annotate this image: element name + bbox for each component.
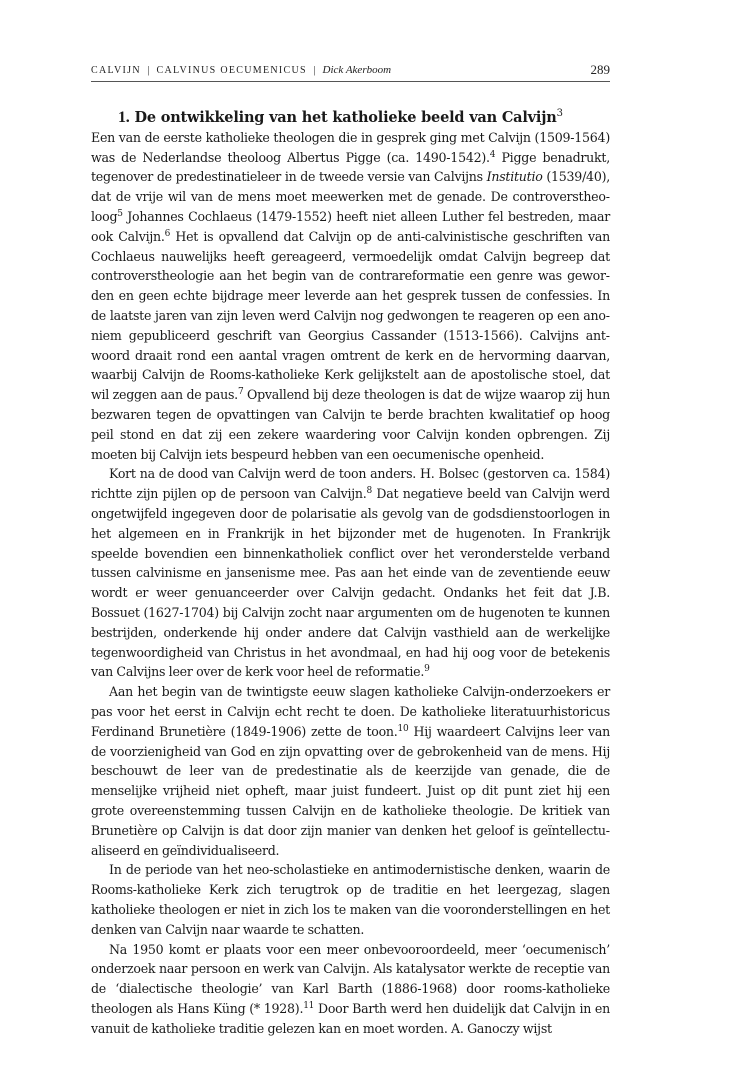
paragraph-3 bbox=[91, 682, 610, 860]
text-run: In de periode van het neo-scholastieke en antimodernistische denken, waarin de Rooms-katholieke Kerk zich terugtrok op de traditie en het leergezag, slagen katholieke theologen er niet in zich los te maken van die vooronderstellingen en het denken van Calvijn naar waarde te schatten. bbox=[91, 862, 610, 937]
paragraph-1 bbox=[91, 128, 610, 465]
running-head-journal: CALVIJN bbox=[91, 65, 141, 76]
section-title: De ontwikkeling van het katholieke beeld van Calvijn bbox=[134, 108, 557, 126]
page-number: 289 bbox=[590, 62, 610, 77]
running-head-separator: | bbox=[313, 65, 316, 76]
footnote-ref: 6 bbox=[164, 228, 171, 239]
footnote-ref: 5 bbox=[117, 208, 123, 219]
footnote-ref: 10 bbox=[397, 723, 409, 734]
footnote-ref: 9 bbox=[424, 664, 430, 675]
text-run: Kort na de dood van Calvijn werd de toon anders. H. Bolsec (gestorven ca. 1584) richtte zijn pijlen op de persoon van Calvijn. bbox=[91, 466, 610, 502]
running-head bbox=[91, 61, 610, 82]
running-head-article: CALVINUS OECUMENICUS bbox=[156, 65, 307, 76]
text-run: Een van de eerste katholieke theologen die in gesprek ging met Calvijn (1509-1564) was de Nederlandse theoloog Albertus Pigge (ca. 1490-1542). bbox=[91, 129, 610, 165]
footnote-ref: 7 bbox=[237, 387, 244, 397]
section-number: 1. bbox=[118, 108, 130, 126]
running-head-separator: | bbox=[147, 65, 150, 76]
text-run: Pigge benadrukt, tegenover de predestinatieleer in de tweede versie van Calvijns bbox=[91, 149, 610, 185]
text-run: Aan het begin van de twintigste eeuw slagen katholieke Calvijn-onderzoekers er pas voor het eerst in Calvijn echt recht te doen. De katholieke literatuurhistoricus Ferdinand Brunetière (1849-1906) zette de toon. bbox=[91, 684, 610, 739]
footnote-ref: 11 bbox=[303, 1000, 315, 1011]
text-run: Door Barth werd hen duidelijk dat Calvijn in en vanuit de katholieke traditie gelezen kan en moet worden. A. Ganoczy wijst bbox=[91, 1000, 610, 1036]
paragraph-2 bbox=[91, 464, 610, 682]
text-run: Hij waardeert Calvijns leer van de voorzienigheid van God en zijn opvatting over de gebrokenheid van de mens. Hij beschouwt de leer van de predestinatie als de keerzijde van genade, die de menselijke vrijheid niet opheft, maar juist fundeert. Juist op dit punt ziet hij een grote overeenstemming tussen Calvijn en de katholieke theologie. De kritiek van Brunetière op Calvijn is dat door zijn manier van denken het geloof is geïntellectualiseerd en geïndividualiseerd. bbox=[91, 723, 610, 858]
text-run: Opvallend bij deze theologen is dat de wijze waarop zij hun bezwaren tegen de opvattingen van Calvijn te berde brachten kwalitatief op hoog peil stond en dat zij een zekere waardering voor Calvijn konden opbrengen. Zij moeten bij Calvijn iets bespeurd hebben van een oecumenische openheid. bbox=[91, 387, 611, 462]
running-head-title bbox=[91, 64, 391, 76]
running-head-author: Dick Akerboom bbox=[322, 64, 392, 76]
text-run: Het is opvallend dat Calvijn op de anti-calvinistische geschriften van Cochlaeus nauwelijks heeft gereageerd, vermoedelijk omdat Calvijn begreep dat controverstheologie aan het begin van de contrareformatie een genre was geworden en geen echte bijdrage meer leverde aan het gesprek tussen de confessies. In de laatste jaren van zijn leven werd Calvijn nog gedwongen te reageren op een anoniem gepubliceerd geschrift van Georgius Cassander (1513-1566). Calvijns antwoord draait rond een aantal vragen omtrent de kerk en de hervorming daarvan, waarbij Calvijn de Rooms-katholieke Kerk gelijkstelt aan de apostolische stoel, dat wil zeggen aan de paus. bbox=[91, 228, 610, 403]
section-heading bbox=[118, 104, 610, 128]
footnote-ref: 4 bbox=[489, 149, 496, 160]
paragraph-5 bbox=[91, 940, 610, 1039]
italic-title: Institutio bbox=[486, 169, 543, 185]
article-body bbox=[91, 104, 610, 1038]
text-run: Dat negatieve beeld van Calvijn werd ongetwijfeld ingegeven door de polarisatie als gevolg van de godsdienstoorlogen in het algemeen en in Frankrijk in het bijzonder met de hugenoten. In Frankrijk speelde bovendien een binnenkatholiek conflict over het veronderstelde verband tussen calvinisme en jansenisme mee. Pas aan het einde van de zeventiende eeuw wordt er weer genuanceerder over Calvijn gedacht. Ondanks het feit dat J.B. Bossuet (1627-1704) bij Calvijn zocht naar argumenten om de hugenoten te kunnen bestrijden, onderkende hij onder andere dat Calvijn vasthield aan de werkelijke tegenwoordigheid van Christus in het avondmaal, en had hij oog voor de betekenis van Calvijns leer over de kerk voor heel de reformatie. bbox=[91, 486, 610, 680]
paragraph-4 bbox=[91, 860, 610, 939]
footnote-ref: 8 bbox=[366, 485, 373, 496]
text-run: Johannes Cochlaeus (1479-1552) heeft niet alleen Luther fel bestreden, maar ook Calvijn. bbox=[91, 209, 610, 244]
footnote-ref: 3 bbox=[556, 108, 563, 119]
text-run: Na 1950 komt er plaats voor een meer onbevooroordeeld, meer ‘oecumenisch’ onderzoek naar persoon en werk van Calvijn. Als katalysator werkte de receptie van de ‘dialectische theologie’ van Karl Barth (1886-1968) door rooms-katholieke theologen als Hans Küng (* 1928). bbox=[91, 941, 610, 1016]
text-run: (1539/40), dat de vrije wil van de mens moet meewerken met de genade. De controverstheoloog bbox=[91, 169, 611, 225]
